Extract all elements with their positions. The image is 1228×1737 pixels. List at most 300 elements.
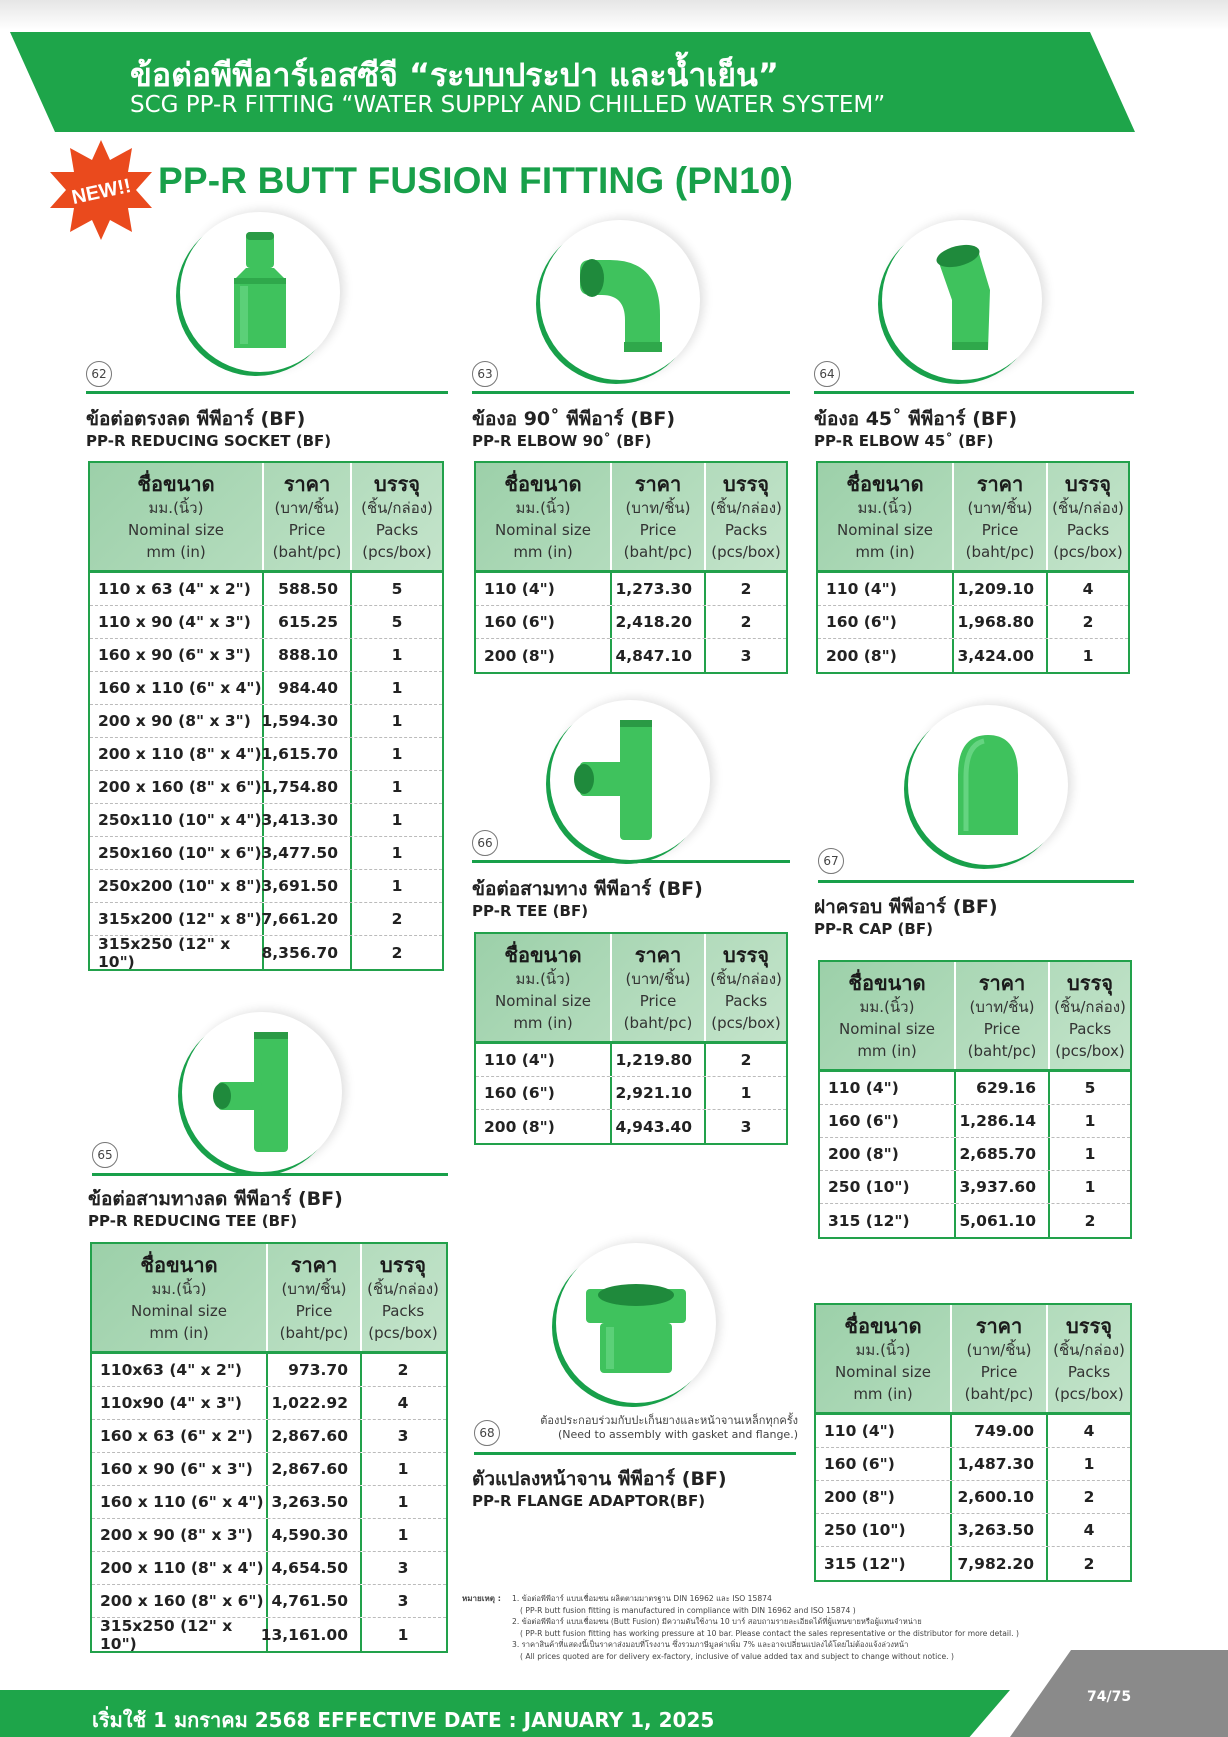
cell-size: 250 (10") bbox=[816, 1514, 952, 1546]
header-price bbox=[264, 463, 352, 570]
header-title-en: SCG PP-R FITTING “WATER SUPPLY AND CHILLED WATER SYSTEM” bbox=[130, 92, 886, 118]
cell-price: 1,615.70 bbox=[264, 738, 352, 770]
cell-size: 160 (6") bbox=[816, 1448, 952, 1480]
cell-size: 200 (8") bbox=[476, 639, 612, 672]
product-name-en-63: PP-R ELBOW 90˚ (BF) bbox=[472, 432, 652, 450]
header-packs-line: (ชิ้น/กล่อง) bbox=[1054, 997, 1126, 1016]
product-image-elbow-90 bbox=[540, 220, 700, 380]
header-packs-line: (ชิ้น/กล่อง) bbox=[361, 498, 433, 517]
product-name-th-63: ข้องอ 90˚ พีพีอาร์ (BF) bbox=[472, 408, 676, 430]
product-name-th-66: ข้อต่อสามทาง พีพีอาร์ (BF) bbox=[472, 878, 703, 900]
header-price-line: (baht/pc) bbox=[967, 1041, 1037, 1060]
header-packs-line: (pcs/box) bbox=[1055, 1041, 1125, 1060]
cell-size: 315 (12") bbox=[816, 1547, 952, 1580]
cell-size: 160 x 110 (6" x 4") bbox=[90, 672, 264, 704]
cell-packs: 1 bbox=[391, 811, 403, 829]
product-name-en-65: PP-R REDUCING TEE (BF) bbox=[88, 1212, 298, 1230]
header-size-line: ชื่อขนาด bbox=[140, 1252, 218, 1277]
cell-packs: 2 bbox=[740, 580, 752, 598]
table-row bbox=[820, 1105, 1130, 1138]
table-row bbox=[90, 771, 442, 804]
table-row bbox=[92, 1354, 446, 1387]
cell-size: 200 x 90 (8" x 3") bbox=[90, 705, 264, 737]
header-size-line: Nominal size bbox=[128, 520, 224, 539]
price-table-reducing-tee bbox=[90, 1242, 448, 1653]
header-size-line: มม.(นิ้ว) bbox=[151, 1279, 207, 1298]
cell-price: 4,943.40 bbox=[612, 1110, 706, 1143]
cell-size: 200 x 110 (8" x 4") bbox=[90, 738, 264, 770]
page-number: 74/75 bbox=[1087, 1689, 1132, 1705]
header-price-line: (baht/pc) bbox=[272, 542, 342, 561]
price-table-elbow-45 bbox=[816, 461, 1130, 674]
table-row bbox=[820, 1072, 1130, 1105]
product-image-reducing-socket bbox=[180, 212, 340, 372]
product-name-th-65: ข้อต่อสามทางลด พีพีอาร์ (BF) bbox=[88, 1188, 343, 1210]
table-row bbox=[92, 1387, 446, 1420]
cell-price: 3,263.50 bbox=[952, 1514, 1048, 1546]
cell-packs: 5 bbox=[391, 580, 403, 598]
table-row bbox=[820, 1171, 1130, 1204]
remark-line: ( PP-R butt fusion fitting is manufactured in compliance with DIN 16962 and ISO 15874 ) bbox=[520, 1605, 856, 1615]
remark-line: 2. ข้อต่อพีพีอาร์ แบบเชื่อมชน (Butt Fusion) มีความดันใช้งาน 10 บาร์ สอบถามรายละเอียดได้ที่ผู้แทนขายหรือผู้แทนจำหน่าย bbox=[512, 1617, 922, 1627]
cell-price: 3,937.60 bbox=[956, 1171, 1050, 1203]
cell-size: 110 (4") bbox=[476, 1044, 612, 1076]
header-packs bbox=[706, 463, 786, 570]
header-price-line: Price bbox=[295, 1301, 333, 1320]
table-header bbox=[90, 463, 442, 573]
cell-size: 200 x 110 (8" x 4") bbox=[92, 1552, 268, 1584]
table-row bbox=[820, 1204, 1130, 1237]
table-row bbox=[92, 1486, 446, 1519]
table-row bbox=[476, 606, 786, 639]
header-packs-line: Packs bbox=[724, 991, 768, 1010]
header-price-line: (baht/pc) bbox=[965, 542, 1035, 561]
cell-packs: 2 bbox=[1084, 1211, 1096, 1230]
product-name-th-67: ฝาครอบ พีพีอาร์ (BF) bbox=[814, 896, 998, 918]
header-packs-line: Packs bbox=[1068, 1019, 1112, 1038]
header-price-line: (บาท/ชิ้น) bbox=[281, 1279, 347, 1298]
table-row bbox=[818, 639, 1128, 672]
table-row bbox=[92, 1420, 446, 1453]
cell-price: 615.25 bbox=[264, 606, 352, 638]
header-price-line: (บาท/ชิ้น) bbox=[967, 498, 1033, 517]
top-fade bbox=[0, 0, 1228, 30]
table-row bbox=[816, 1481, 1130, 1514]
header-packs-line: บรรจุ bbox=[374, 471, 420, 496]
cell-packs: 1 bbox=[391, 646, 403, 664]
cell-price: 2,418.20 bbox=[612, 606, 706, 638]
header-price-line: (baht/pc) bbox=[623, 1013, 693, 1032]
cell-packs: 3 bbox=[740, 646, 752, 665]
item-number-68: 68 bbox=[474, 1420, 500, 1446]
header-size-line: Nominal size bbox=[837, 520, 933, 539]
product-image-flange-adaptor bbox=[556, 1243, 716, 1403]
table-row bbox=[816, 1415, 1130, 1448]
cell-size: 160 (6") bbox=[820, 1105, 956, 1137]
cell-packs: 1 bbox=[391, 844, 403, 862]
header-price-line: Price bbox=[983, 1019, 1021, 1038]
cell-price: 3,477.50 bbox=[264, 837, 352, 869]
table-row bbox=[476, 1077, 786, 1110]
header-packs-line: (ชิ้น/กล่อง) bbox=[710, 969, 782, 988]
header-size bbox=[816, 1305, 952, 1412]
effective-date: เริ่มใช้ 1 มกราคม 2568 EFFECTIVE DATE : JANUARY 1, 2025 bbox=[92, 1708, 715, 1732]
remark-line: ( PP-R butt fusion fitting has working pressure at 10 bar. Please contact the sales representative or the distributor for more detail. ) bbox=[520, 1628, 1019, 1638]
cell-price: 2,867.60 bbox=[268, 1453, 362, 1485]
cell-size: 160 x 90 (6" x 3") bbox=[92, 1453, 268, 1485]
table-row bbox=[818, 606, 1128, 639]
cell-packs: 2 bbox=[391, 910, 403, 928]
cell-size: 250x110 (10" x 4") bbox=[90, 804, 264, 836]
table-row bbox=[92, 1453, 446, 1486]
header-price-line: ราคา bbox=[283, 471, 331, 496]
cell-packs: 1 bbox=[1084, 1145, 1096, 1163]
section-rule bbox=[474, 1452, 796, 1455]
header-size bbox=[476, 463, 612, 570]
cell-size: 160 x 90 (6" x 3") bbox=[90, 639, 264, 671]
cell-price: 1,273.30 bbox=[612, 573, 706, 605]
cell-packs: 1 bbox=[391, 877, 403, 895]
cell-packs: 2 bbox=[1083, 1554, 1095, 1573]
header-size-line: mm (in) bbox=[857, 1041, 917, 1060]
page-title: PP-R BUTT FUSION FITTING (PN10) bbox=[158, 160, 794, 201]
table-row bbox=[90, 573, 442, 606]
product-image-cap bbox=[908, 705, 1068, 865]
header-packs-line: (pcs/box) bbox=[368, 1323, 438, 1342]
cell-packs: 3 bbox=[397, 1592, 409, 1610]
header-packs-line: (pcs/box) bbox=[711, 542, 781, 561]
header-size bbox=[818, 463, 954, 570]
cell-price: 1,754.80 bbox=[264, 771, 352, 803]
table-row bbox=[92, 1552, 446, 1585]
cell-price: 4,590.30 bbox=[268, 1519, 362, 1551]
header-size-line: มม.(นิ้ว) bbox=[859, 997, 915, 1016]
header-price bbox=[268, 1244, 362, 1351]
cell-price: 984.40 bbox=[264, 672, 352, 704]
table-row bbox=[90, 837, 442, 870]
cell-size: 200 x 90 (8" x 3") bbox=[92, 1519, 268, 1551]
table-row bbox=[90, 705, 442, 738]
table-row bbox=[90, 804, 442, 837]
cell-size: 250 (10") bbox=[820, 1171, 956, 1203]
table-row bbox=[90, 903, 442, 936]
cell-packs: 1 bbox=[397, 1526, 409, 1544]
cell-size: 110x90 (4" x 3") bbox=[92, 1387, 268, 1419]
cell-size: 200 (8") bbox=[816, 1481, 952, 1513]
cell-price: 973.70 bbox=[268, 1354, 362, 1386]
table-row bbox=[90, 672, 442, 705]
table-header bbox=[92, 1244, 446, 1354]
cell-price: 7,982.20 bbox=[952, 1547, 1048, 1580]
header-size-line: mm (in) bbox=[146, 542, 206, 561]
section-rule bbox=[92, 1173, 448, 1176]
cell-price: 1,219.80 bbox=[612, 1044, 706, 1076]
header-packs-line: บรรจุ bbox=[723, 471, 769, 496]
cell-price: 1,022.92 bbox=[268, 1387, 362, 1419]
section-rule bbox=[818, 880, 1134, 883]
header-size bbox=[476, 934, 612, 1041]
header-packs bbox=[1048, 1305, 1130, 1412]
cell-size: 160 (6") bbox=[476, 606, 612, 638]
cell-price: 4,761.50 bbox=[268, 1585, 362, 1617]
cell-size: 200 x 160 (8" x 6") bbox=[92, 1585, 268, 1617]
header-price-line: Price bbox=[981, 520, 1019, 539]
header-price bbox=[956, 962, 1050, 1069]
cell-size: 250x200 (10" x 8") bbox=[90, 870, 264, 902]
table-row bbox=[92, 1618, 446, 1651]
header-packs-line: Packs bbox=[724, 520, 768, 539]
table-row bbox=[820, 1138, 1130, 1171]
section-rule bbox=[86, 391, 448, 394]
cell-size: 110 (4") bbox=[820, 1072, 956, 1104]
header-price bbox=[954, 463, 1048, 570]
table-row bbox=[816, 1514, 1130, 1547]
cell-price: 13,161.00 bbox=[268, 1618, 362, 1651]
header-packs bbox=[706, 934, 786, 1041]
header-price-line: Price bbox=[639, 520, 677, 539]
header-size-line: Nominal size bbox=[495, 991, 591, 1010]
header-packs-line: (ชิ้น/กล่อง) bbox=[710, 498, 782, 517]
header-packs-line: Packs bbox=[375, 520, 419, 539]
header-price-line: Price bbox=[980, 1362, 1018, 1381]
product-name-en-68: PP-R FLANGE ADAPTOR(BF) bbox=[472, 1492, 706, 1510]
item-number-63: 63 bbox=[472, 361, 498, 387]
cell-packs: 4 bbox=[397, 1394, 409, 1412]
cell-packs: 2 bbox=[740, 1051, 752, 1069]
header-price-line: (บาท/ชิ้น) bbox=[969, 997, 1035, 1016]
price-table-flange-adaptor bbox=[814, 1303, 1132, 1582]
price-table-elbow-90 bbox=[474, 461, 788, 674]
cell-size: 160 x 63 (6" x 2") bbox=[92, 1420, 268, 1452]
header-packs-line: บรรจุ bbox=[1067, 970, 1113, 995]
product-name-th-68: ตัวแปลงหน้าจาน พีพีอาร์ (BF) bbox=[472, 1468, 727, 1490]
cell-price: 2,921.10 bbox=[612, 1077, 706, 1109]
header-title-th: ข้อต่อพีพีอาร์เอสซีจี “ระบบประปา และน้ำเย็น” bbox=[130, 56, 779, 94]
header-size-line: มม.(นิ้ว) bbox=[857, 498, 913, 517]
header-price-line: ราคา bbox=[976, 471, 1024, 496]
header-size-line: มม.(นิ้ว) bbox=[855, 1340, 911, 1359]
header-packs bbox=[352, 463, 442, 570]
header-size-line: Nominal size bbox=[835, 1362, 931, 1381]
product-image-elbow-45 bbox=[882, 220, 1042, 380]
cell-packs: 1 bbox=[1082, 646, 1094, 665]
cell-packs: 1 bbox=[397, 1625, 409, 1644]
cell-size: 110 (4") bbox=[818, 573, 954, 605]
header-packs bbox=[1050, 962, 1130, 1069]
new-badge-label: NEW!! bbox=[69, 174, 134, 209]
product-name-th-62: ข้อต่อตรงลด พีพีอาร์ (BF) bbox=[86, 408, 306, 430]
header-size-line: Nominal size bbox=[131, 1301, 227, 1320]
item-number-65: 65 bbox=[92, 1142, 118, 1168]
cell-packs: 2 bbox=[391, 943, 403, 962]
cell-size: 200 (8") bbox=[476, 1110, 612, 1143]
table-row bbox=[816, 1547, 1130, 1580]
header-price-line: (baht/pc) bbox=[279, 1323, 349, 1342]
item-number-64: 64 bbox=[814, 361, 840, 387]
cell-size: 200 x 160 (8" x 6") bbox=[90, 771, 264, 803]
remark-line: 1. ข้อต่อพีพีอาร์ แบบเชื่อมชน ผลิตตามมาตรฐาน DIN 16962 และ ISO 15874 bbox=[512, 1594, 772, 1603]
cell-price: 629.16 bbox=[956, 1072, 1050, 1104]
table-row bbox=[90, 738, 442, 771]
cell-packs: 2 bbox=[1083, 1488, 1095, 1506]
cell-packs: 3 bbox=[397, 1427, 409, 1445]
cell-price: 5,061.10 bbox=[956, 1204, 1050, 1237]
header-price-line: Price bbox=[639, 991, 677, 1010]
price-table-reducing-socket bbox=[88, 461, 444, 971]
product-name-th-64: ข้องอ 45˚ พีพีอาร์ (BF) bbox=[814, 408, 1018, 430]
cell-price: 2,867.60 bbox=[268, 1420, 362, 1452]
cell-size: 315x250 (12" x 10") bbox=[92, 1618, 268, 1651]
cell-size: 315 (12") bbox=[820, 1204, 956, 1237]
header-packs-line: บรรจุ bbox=[723, 942, 769, 967]
header-size bbox=[90, 463, 264, 570]
cell-size: 110 x 90 (4" x 3") bbox=[90, 606, 264, 638]
header-price-line: Price bbox=[288, 520, 326, 539]
item-number-67: 67 bbox=[818, 848, 844, 874]
cell-packs: 1 bbox=[397, 1460, 409, 1478]
header-price-line: (baht/pc) bbox=[623, 542, 693, 561]
table-header bbox=[476, 934, 786, 1044]
table-row bbox=[476, 1110, 786, 1143]
cell-packs: 4 bbox=[1083, 1521, 1095, 1539]
table-row bbox=[90, 936, 442, 969]
cell-price: 3,424.00 bbox=[954, 639, 1048, 672]
cell-price: 588.50 bbox=[264, 573, 352, 605]
item-number-62: 62 bbox=[86, 361, 112, 387]
header-price-line: ราคา bbox=[978, 970, 1026, 995]
cell-price: 1,209.10 bbox=[954, 573, 1048, 605]
header-price bbox=[612, 934, 706, 1041]
product-name-en-66: PP-R TEE (BF) bbox=[472, 902, 589, 920]
cell-price: 1,968.80 bbox=[954, 606, 1048, 638]
product-image-reducing-tee bbox=[182, 1012, 342, 1172]
table-header bbox=[476, 463, 786, 573]
header-packs-line: (pcs/box) bbox=[1053, 542, 1123, 561]
table-row bbox=[90, 870, 442, 903]
header-size-line: mm (in) bbox=[513, 1013, 573, 1032]
cell-packs: 2 bbox=[740, 613, 752, 631]
header-size bbox=[92, 1244, 268, 1351]
cell-packs: 1 bbox=[397, 1493, 409, 1511]
product-image-tee bbox=[550, 700, 710, 860]
cell-packs: 1 bbox=[1084, 1178, 1096, 1196]
table-header bbox=[818, 463, 1128, 573]
cell-price: 8,356.70 bbox=[264, 936, 352, 969]
cell-price: 1,286.14 bbox=[956, 1105, 1050, 1137]
table-row bbox=[92, 1519, 446, 1552]
header-price-line: (บาท/ชิ้น) bbox=[625, 969, 691, 988]
table-row bbox=[476, 573, 786, 606]
new-badge-icon bbox=[46, 138, 156, 242]
cell-packs: 1 bbox=[1083, 1455, 1095, 1473]
cell-size: 315x250 (12" x 10") bbox=[90, 936, 264, 969]
header-size-line: ชื่อขนาด bbox=[846, 471, 924, 496]
cell-size: 160 x 110 (6" x 4") bbox=[92, 1486, 268, 1518]
header-packs-line: (ชิ้น/กล่อง) bbox=[1053, 1340, 1125, 1359]
cell-packs: 3 bbox=[740, 1117, 752, 1136]
header-packs-line: (ชิ้น/กล่อง) bbox=[1052, 498, 1124, 517]
flange-note-th: ต้องประกอบร่วมกับปะเก็นยางและหน้าจานเหล็กทุกครั้ง bbox=[540, 1414, 798, 1427]
header-price-line: (บาท/ชิ้น) bbox=[966, 1340, 1032, 1359]
cell-packs: 5 bbox=[391, 613, 403, 631]
header-packs-line: (pcs/box) bbox=[711, 1013, 781, 1032]
section-rule bbox=[472, 860, 790, 863]
remark-line: ( All prices quoted are for delivery ex-factory, inclusive of value added tax and subject to change without notice. ) bbox=[520, 1651, 954, 1661]
cell-price: 1,487.30 bbox=[952, 1448, 1048, 1480]
cell-packs: 2 bbox=[1082, 613, 1094, 631]
cell-packs: 5 bbox=[1084, 1079, 1096, 1097]
cell-price: 3,413.30 bbox=[264, 804, 352, 836]
header-price-line: (บาท/ชิ้น) bbox=[625, 498, 691, 517]
header-packs-line: บรรจุ bbox=[380, 1252, 426, 1277]
cell-size: 160 (6") bbox=[818, 606, 954, 638]
cell-price: 888.10 bbox=[264, 639, 352, 671]
header-size-line: mm (in) bbox=[855, 542, 915, 561]
cell-size: 160 (6") bbox=[476, 1077, 612, 1109]
section-rule bbox=[814, 391, 1134, 394]
header-price-line: ราคา bbox=[634, 942, 682, 967]
section-rule bbox=[472, 391, 790, 394]
header-price-line: (บาท/ชิ้น) bbox=[274, 498, 340, 517]
header-packs-line: Packs bbox=[1067, 1362, 1111, 1381]
header-size-line: Nominal size bbox=[495, 520, 591, 539]
header-size-line: mm (in) bbox=[853, 1384, 913, 1403]
header-size-line: มม.(นิ้ว) bbox=[515, 498, 571, 517]
header-packs bbox=[362, 1244, 444, 1351]
cell-packs: 1 bbox=[391, 778, 403, 796]
cell-size: 110 (4") bbox=[816, 1415, 952, 1447]
cell-packs: 1 bbox=[740, 1084, 752, 1102]
price-table-tee bbox=[474, 932, 788, 1145]
header-packs-line: (ชิ้น/กล่อง) bbox=[367, 1279, 439, 1298]
remarks-label: หมายเหตุ : bbox=[462, 1594, 501, 1603]
header-price bbox=[952, 1305, 1048, 1412]
cell-price: 4,847.10 bbox=[612, 639, 706, 672]
header-size-line: ชื่อขนาด bbox=[848, 970, 926, 995]
header-packs-line: บรรจุ bbox=[1066, 1313, 1112, 1338]
header-packs-line: Packs bbox=[1066, 520, 1110, 539]
cell-packs: 1 bbox=[391, 745, 403, 763]
table-row bbox=[90, 639, 442, 672]
header-size-line: ชื่อขนาด bbox=[504, 471, 582, 496]
table-row bbox=[476, 1044, 786, 1077]
cell-price: 7,661.20 bbox=[264, 903, 352, 935]
header-size-line: ชื่อขนาด bbox=[504, 942, 582, 967]
cell-price: 2,600.10 bbox=[952, 1481, 1048, 1513]
header-packs-line: บรรจุ bbox=[1065, 471, 1111, 496]
cell-price: 4,654.50 bbox=[268, 1552, 362, 1584]
cell-packs: 3 bbox=[397, 1559, 409, 1577]
cell-price: 2,685.70 bbox=[956, 1138, 1050, 1170]
header-size-line: Nominal size bbox=[839, 1019, 935, 1038]
header-price-line: ราคา bbox=[975, 1313, 1023, 1338]
header-packs-line: Packs bbox=[381, 1301, 425, 1320]
price-table-cap bbox=[818, 960, 1132, 1239]
cell-size: 200 (8") bbox=[820, 1138, 956, 1170]
product-name-en-62: PP-R REDUCING SOCKET (BF) bbox=[86, 432, 332, 450]
header-packs-line: (pcs/box) bbox=[1054, 1384, 1124, 1403]
table-header bbox=[816, 1305, 1130, 1415]
cell-size: 315x200 (12" x 8") bbox=[90, 903, 264, 935]
flange-note-en: (Need to assembly with gasket and flange.) bbox=[557, 1428, 798, 1441]
cell-price: 3,691.50 bbox=[264, 870, 352, 902]
product-name-en-67: PP-R CAP (BF) bbox=[814, 920, 933, 938]
table-row bbox=[818, 573, 1128, 606]
header-price-line: (baht/pc) bbox=[964, 1384, 1034, 1403]
cell-size: 200 (8") bbox=[818, 639, 954, 672]
cell-price: 1,594.30 bbox=[264, 705, 352, 737]
table-row bbox=[816, 1448, 1130, 1481]
